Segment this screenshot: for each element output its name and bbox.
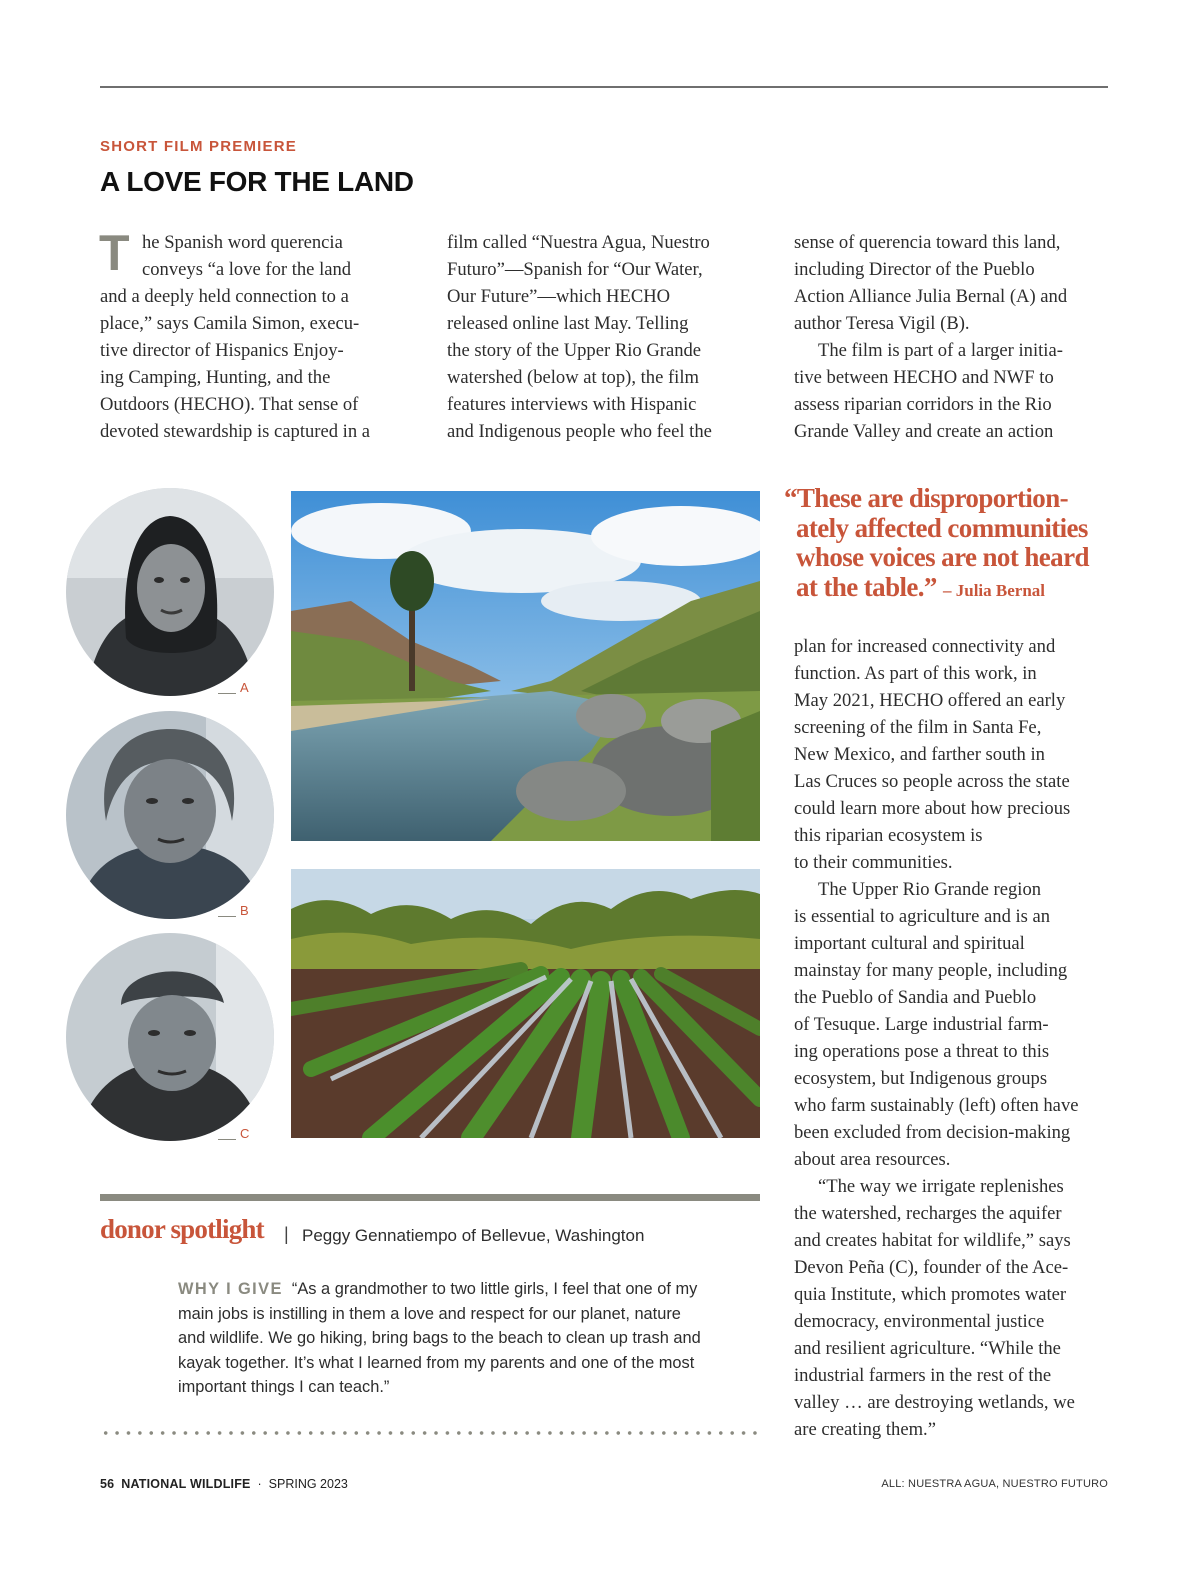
label-tick [218,1139,236,1140]
text-line: conveys “a love for the land [142,259,352,280]
text-line: place,” says Camila Simon, execu- [100,313,360,334]
text-line: Outdoors (HECHO). That sense of [100,394,359,415]
text-line: Grande Valley and create an action [794,421,1054,442]
portrait-b [66,711,274,919]
dotted-divider [100,1430,760,1436]
text-line: and a deeply held connection to a [100,286,349,307]
text-line: Our Future”—which HECHO [447,286,671,307]
donor-quote-line: “As a grandmother to two little girls, I feel that one of my [291,1280,698,1298]
text-line: and Indigenous people who feel the [447,421,712,442]
text-line: assess riparian corridors in the Rio [794,394,1052,415]
text-line: been excluded from decision-making [794,1122,1071,1143]
article-column-1 [99,225,420,445]
why-i-give-label: WHY I GIVE [178,1280,283,1298]
donor-quote-line: and wildlife. We go hiking, bring bags to the beach to clean up trash and [178,1329,701,1348]
text-line: tive between HECHO and NWF to [794,367,1054,388]
text-line: the watershed, recharges the aquifer [794,1203,1062,1224]
donor-quote-line: kayak together. It’s what I learned from my parents and one of the most [178,1353,695,1372]
text-line: Action Alliance Julia Bernal (A) and [794,286,1068,307]
river-photo [291,491,760,841]
text-line: released online last May. Telling [447,313,689,334]
text-line: sense of querencia toward this land, [794,232,1061,253]
text-line: mainstay for many people, including [794,960,1068,981]
text-line: democracy, environmental justice [794,1311,1045,1332]
text-line: film called “Nuestra Agua, Nuestro [447,232,710,253]
portrait-a [66,488,274,696]
donor-spotlight-title: donor spotlight [100,1214,264,1244]
text-line: about area resources. [794,1149,951,1170]
text-line: New Mexico, and farther south in [794,744,1045,765]
text-line: are creating them.” [794,1419,936,1440]
text-line: “The way we irrigate replenishes [818,1176,1064,1197]
text-line: Devon Peña (C), founder of the Ace- [794,1257,1069,1278]
text-line: ing operations pose a threat to this [794,1041,1050,1062]
drop-cap: T [99,225,130,281]
text-line: industrial farmers in the rest of the [794,1365,1052,1386]
portrait-label-c: C [240,1126,250,1141]
farm-photo [291,869,760,1138]
text-line: May 2021, HECHO offered an early [794,690,1066,711]
article-column-2 [447,229,767,445]
portrait-c [66,933,274,1141]
text-line: to their communities. [794,852,953,873]
text-line: and creates habitat for wildlife,” says [794,1230,1071,1251]
footer-bullet: · [257,1477,262,1491]
pull-quote [784,484,1089,605]
page-footer [100,1477,348,1491]
donor-spotlight-separator: | [284,1224,289,1244]
article-column-3-bottom [794,633,1114,1443]
pull-quote-line: whose voices are not heard [796,542,1089,572]
text-line: The Upper Rio Grande region [818,879,1042,900]
pull-quote-line: at the table.” [796,571,937,602]
donor-spotlight-rule [100,1194,760,1201]
pull-quote-line: “These are disproportion- [784,483,1069,513]
text-line: who farm sustainably (left) often have [794,1095,1079,1116]
text-line: he Spanish word querencia [142,232,343,253]
text-line: watershed (below at top), the film [447,367,699,388]
text-line: Futuro”—Spanish for “Our Water, [447,259,703,280]
text-line: could learn more about how precious [794,798,1071,819]
text-line: this riparian ecosystem is [794,825,983,846]
article-column-3-top [794,229,1114,445]
donor-quote-line: important things I can teach.” [178,1378,390,1397]
text-line: screening of the film in Santa Fe, [794,717,1042,738]
text-line: author Teresa Vigil (B). [794,313,970,334]
text-line: quia Institute, which promotes water [794,1284,1067,1305]
label-tick [218,693,236,694]
donor-name: Peggy Gennatiempo of Bellevue, Washington [302,1226,645,1245]
text-line: the Pueblo of Sandia and Pueblo [794,987,1037,1008]
text-line: The film is part of a larger initia- [818,340,1063,361]
text-line: is essential to agriculture and is an [794,906,1051,927]
text-line: and resilient agriculture. “While the [794,1338,1061,1359]
text-line: tive director of Hispanics Enjoy- [100,340,344,361]
text-line: function. As part of this work, in [794,663,1037,684]
photo-credit: ALL: NUESTRA AGUA, NUESTRO FUTURO [881,1478,1108,1490]
text-line: Las Cruces so people across the state [794,771,1070,792]
issue-date: SPRING 2023 [268,1477,348,1491]
text-line: the story of the Upper Rio Grande [447,340,702,361]
text-line: devoted stewardship is captured in a [100,421,371,442]
text-line: plan for increased connectivity and [794,636,1056,657]
portrait-label-b: B [240,903,249,918]
text-line: ecosystem, but Indigenous groups [794,1068,1048,1089]
donor-quote-line: main jobs is instilling in them a love and respect for our planet, nature [178,1304,681,1323]
text-line: ing Camping, Hunting, and the [100,367,331,388]
text-line: including Director of the Pueblo [794,259,1035,280]
article-headline: A LOVE FOR THE LAND [100,166,414,197]
pull-quote-line: ately affected communities [796,512,1088,543]
portrait-label-a: A [240,680,249,695]
donor-quote [178,1277,701,1400]
text-line: valley … are destroying wetlands, we [794,1392,1075,1413]
page-number: 56 [100,1477,115,1491]
text-line: features interviews with Hispanic [447,394,697,415]
label-tick [218,916,236,917]
top-rule [100,86,1108,88]
section-kicker: SHORT FILM PREMIERE [100,138,297,155]
text-line: important cultural and spiritual [794,933,1025,954]
magazine-name: NATIONAL WILDLIFE [121,1477,251,1491]
pull-quote-attribution: – Julia Bernal [942,580,1045,600]
text-line: of Tesuque. Large industrial farm- [794,1014,1049,1035]
